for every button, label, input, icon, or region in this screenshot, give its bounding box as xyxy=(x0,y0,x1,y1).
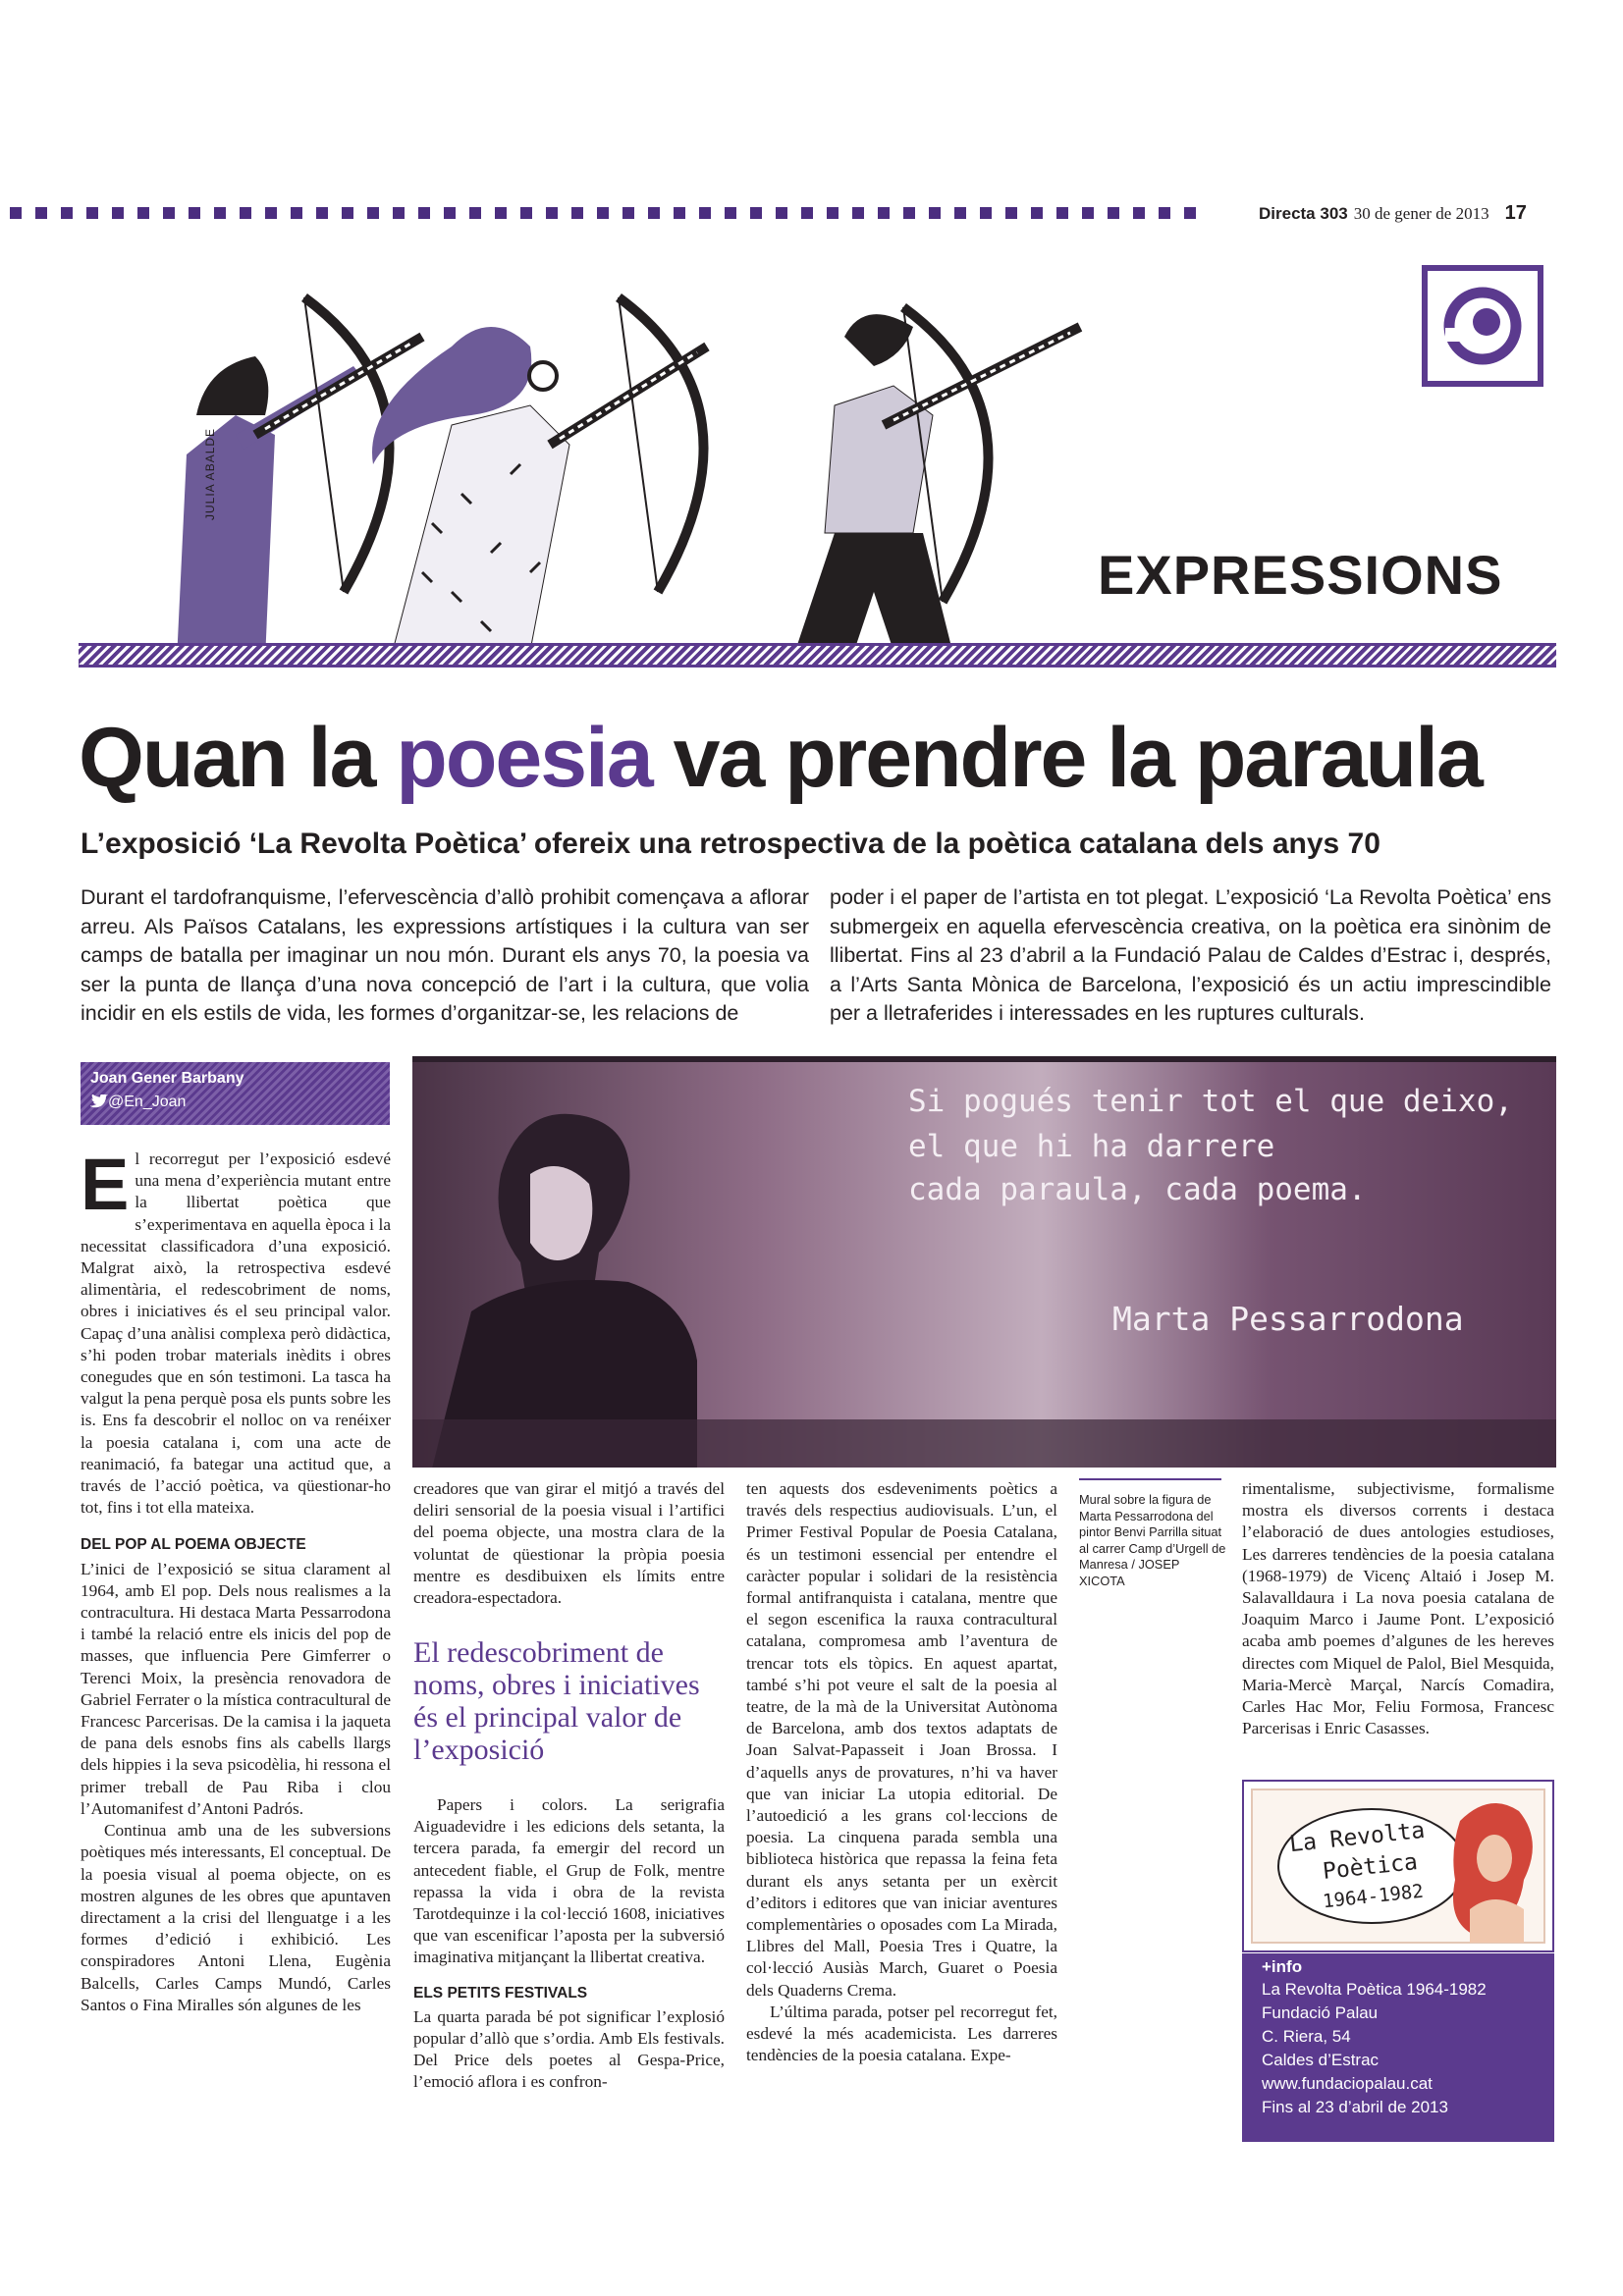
mural-line-3: cada paraula, cada poema. xyxy=(908,1172,1367,1207)
lead-paragraph-right: poder i el paper de l’artista en tot plegat. L’exposició ‘La Revolta Poètica’ ens submergeix en aquella efervescència creativa, on la poètica era sinònim de llibertat. Fins al 23 d’abril a la Fundació Palau de Caldes d’Estrac i, després, a l’Arts Santa Mònica de Barcelona, l’exposició és un actiu imprescindible per a lletraferides i interessades en les ruptures culturals. xyxy=(830,885,1551,1025)
lead-paragraph-left: Durant el tardofranquisme, l’efervescència d’allò prohibit començava a aflorar arreu. Als Països Catalans, les expressions artístiques i la cultura van ser camps de batalla per imaginar un nou món. Durant els anys 70, la poesia va ser la punta de llança d’una nova concepció de l’art i la cultura, que volia incidir en els estils de vida, les formes d’organitzar-se, les relacions de xyxy=(81,885,809,1025)
pull-quote: El redescobriment de noms, obres i iniciatives és el principal valor de l’exposició xyxy=(413,1636,700,1766)
mural-line-1: Si pogués tenir tot el que deixo, xyxy=(908,1084,1513,1119)
author-handle-row xyxy=(90,1094,186,1111)
illustrator-credit: JULIA ABALDE xyxy=(203,427,217,520)
column-1-paragraph-3: Continua amb una de les subversions poètiques més interessants, El conceptual. De la poesia visual al poema objecte, on es mostren algunes de les obres que apuntaven directament a la crisi del llenguatge i a les formes d’edició i exhibició. Les conspiradores Antoni Llena, Eugènia Balcells, Carles Camps Mundó, Carles Santos o Fina Miralles són algunes de les xyxy=(81,1821,391,2014)
page-number: 17 xyxy=(1504,202,1527,224)
exhibition-logo-box xyxy=(1242,1780,1554,1952)
headline-part-2: va prendre la paraula xyxy=(651,711,1482,805)
info-line-2: Fundació Palau xyxy=(1262,2003,1379,2022)
mural-line-2: el que hi ha darrere xyxy=(908,1129,1275,1164)
top-dotted-rule xyxy=(10,207,1210,219)
twitter-bird-icon xyxy=(90,1095,108,1108)
logo-line-2: Poètica xyxy=(1321,1849,1420,1885)
hatched-divider xyxy=(79,643,1556,667)
eye-spiral-icon xyxy=(1428,271,1538,381)
logo-line-1: La Revolta xyxy=(1288,1817,1427,1858)
column-3-paragraph-2: L’última parada, potser pel recorregut fet, esdevé la més academicista. Les darreres tendències de la poesia catalana. Expe- xyxy=(746,2002,1057,2065)
info-line-1: La Revolta Poètica 1964-1982 xyxy=(1262,1980,1487,1999)
author-name: Joan Gener Barbany xyxy=(90,1070,244,1087)
column-1-paragraph-2: L’inici de l’exposició se situa clarament al 1964, amb El pop. Dels nous realismes a la contracultura. Hi destaca Marta Pessarrodona i també la relació entre els inicis del pop de masses, que influencia Pere Gimferrer o Terenci Moix, la presència renovadora de Gabriel Ferrater o la mística contracultural de Francesc Parcerisas. De la camisa i la jaqueta de pana dels esnobs fins als cabells llargs dels hippies i la seva psicodèlia, hi ressona el primer treball de Pau Riba i clou l’Automanifest d’Antoni Padrós. xyxy=(81,1559,391,1818)
subheading-pop: DEL POP AL POEMA OBJECTE xyxy=(81,1536,306,1554)
publication-name: Directa 303 xyxy=(1259,204,1348,223)
headline-part-1: Quan la xyxy=(79,711,397,805)
page-header xyxy=(1259,202,1527,225)
subheading-festivals: ELS PETITS FESTIVALS xyxy=(413,1984,588,2002)
info-title: +info xyxy=(1262,1957,1303,1976)
mural-photo xyxy=(412,1056,1556,1468)
drop-cap: E xyxy=(81,1144,130,1225)
author-handle: @En_Joan xyxy=(108,1094,187,1110)
article-column-1 xyxy=(81,1144,391,2016)
info-line-6: Fins al 23 d’abril de 2013 xyxy=(1262,2098,1448,2116)
column-2-paragraph-3: La quarta parada bé pot significar l’explosió popular d’allò que s’ordia. Amb Els festivals. Del Price dels poetes al Gespa-Price, l’emoció aflora i es confron- xyxy=(413,2006,725,2092)
headline-highlight: poesia xyxy=(396,711,652,805)
article-column-2 xyxy=(413,1478,725,1609)
column-3-paragraph-1: ten aquests dos esdeveniments poètics a través dels respectius audiovisuals. L’un, el Primer Festival Popular de Poesia Catalana, és un testimoni essencial per entendre el caràcter popular i solidari de la resistència formal antifranquista i catalana, mentre que el segon escenifica la rauxa contracultural catalana, compromesa amb l’aventura de trencar tots els tòpics. En aquest apartat, també s’hi pot veure el salt de la poesia al teatre, de la mà de la Universitat Autònoma de Barcelona, amb dos textos adaptats de Joan Salvat-Papasseit i Joan Brossa. I d’aquells anys de provatures, n’hi va haver que van iniciar La utopia editorial. De l’autoedició a les grans col·leccions de poesia. La cinquena parada sembla una biblioteca històrica que repassa la feina feta durant els anys setanta per un exèrcit d’editors i editores que van iniciar aventures complementàries o oposades com La Mirada, Llibres del Mall, Poesia Tres i Quatre, la col·lecció Ausiàs March, Guaret o Poesia dels Quaderns Crema. xyxy=(746,1479,1057,2000)
article-column-3 xyxy=(746,1478,1057,2066)
mural-signature: Marta Pessarrodona xyxy=(1112,1300,1464,1338)
info-website[interactable]: www.fundaciopalau.cat xyxy=(1262,2074,1433,2093)
photo-caption: Mural sobre la figura de Marta Pessarrodona del pintor Benvi Parrilla situat al carrer Camp d’Urgell de Manresa / JOSEP XICOTA xyxy=(1079,1492,1226,1588)
column-2-paragraph-2: Papers i colors. La serigrafia Aiguadevidre i les edicions dels setanta, la tercera parada, fa emergir del record un antecedent fiable, el Grup de Folk, mentre repassa la vida i obra de la revista Tarotdequinze i la col·lecció 1608, iniciatives que van escenificar l’aposta per la subversió imaginativa mitjançant la llibertat creativa. xyxy=(413,1795,725,1967)
column-2-paragraph-1: creadores que van girar el mitjó a través del deliri sensorial de la poesia visual i l’artifici del poema objecte, una mostra clara de la voluntat de qüestionar la pròpia poesia mentre es desdibuixen els límits entre creadora-espectadora. xyxy=(413,1479,725,1608)
info-line-3: C. Riera, 54 xyxy=(1262,2027,1351,2046)
section-icon-box xyxy=(1422,265,1543,387)
column-1-paragraph-1: l recorregut per l’exposició esdevé una mena d’experiència mutant entre la llibertat poètica que s’experimentava en aquella època i la necessitat classificadora d’una exposició. Malgrat això, la retrospectiva esdevé alimentària, el redescobriment de noms, obres i iniciatives és el seu principal valor. Capaç d’una anàlisi complexa però didàctica, s’hi poden trobar materials inèdits i obres conegudes que en són testimoni. La tasca ha valgut la pena perquè posa els punts sobre les is. Ens fa descobrir el nolloc on va renéixer la poesia catalana i, com una acte de reanimació, fa bategar una actitud que, a través de l’acció poètica, va qüestionar-ho tot, fins i tot ella mateixa. xyxy=(81,1149,391,1518)
logo-line-3: 1964-1982 xyxy=(1322,1880,1425,1913)
article-column-2-continued xyxy=(413,1794,725,2094)
article-subtitle: L’exposició ‘La Revolta Poètica’ ofereix una retrospectiva de la poètica catalana dels anys 70 xyxy=(81,828,1380,860)
caption-rule xyxy=(1079,1478,1221,1480)
article-column-5 xyxy=(1242,1478,1554,1739)
article-headline xyxy=(79,709,1571,807)
archers-illustration xyxy=(157,278,1119,651)
issue-date: 30 de gener de 2013 xyxy=(1353,204,1489,223)
archer-figure-2 xyxy=(372,297,707,651)
column-5-paragraph-1: rimentalisme, subjectivisme, formalisme mostra els diversos corrents i destaca l’elaboració de dues antologies estudioses, Les darreres tendències de la poesia catalana (1968-1979) de Vicenç Altaió i Josep M. Salavalldaura i La nova poesia catalana de Joaquim Marco i Jaume Pont. L’exposició acaba amb poemes d’algunes de les hereves directes com Miquel de Palol, Biel Mesquida, Maria-Mercè Marçal, Narcís Comadira, Carles Hac Mor, Feliu Formosa, Francesc Parcerisas i Enric Casasses. xyxy=(1242,1479,1554,1738)
info-line-4: Caldes d’Estrac xyxy=(1262,2051,1380,2069)
section-title: EXPRESSIONS xyxy=(1098,544,1503,606)
archer-figure-3 xyxy=(795,307,1080,651)
